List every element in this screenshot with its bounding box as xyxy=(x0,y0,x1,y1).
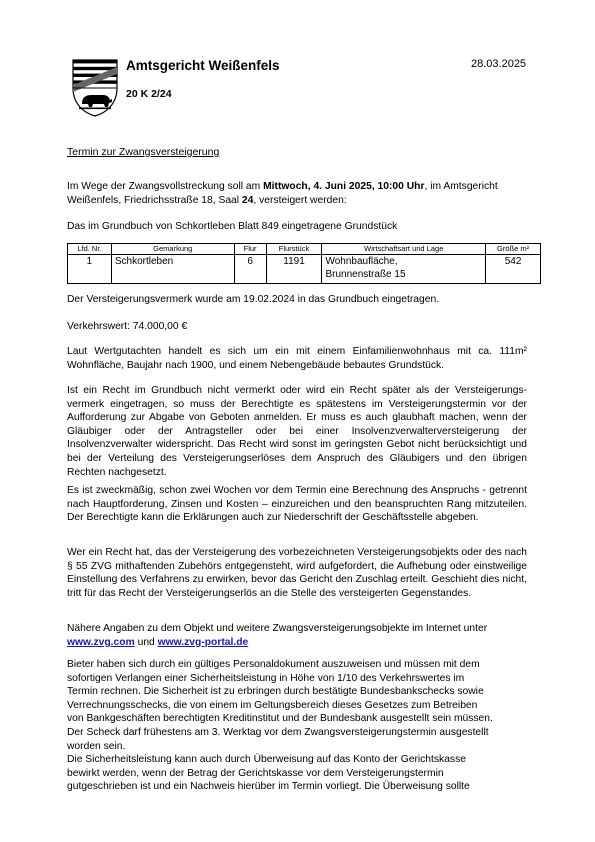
court-name: Amtsgericht Weißenfels xyxy=(126,58,280,73)
cell-flurstueck: 1191 xyxy=(266,255,322,284)
bidder-line: Der Scheck darf frühestens am 3. Werktag vor dem Zwangsversteigerungstermin ausgestellt xyxy=(67,726,489,738)
cell-lage xyxy=(322,255,486,284)
appraisal-paragraph: Laut Wertgutachten handelt es sich um ein mit einem Einfamilienwohnhaus mit ca. 111m² Wohnfläche, Baujahr nach 1900, und einem Nebengebäude bebautes Grundstück. xyxy=(67,346,527,371)
bidder-paragraph xyxy=(67,658,527,794)
cell-flur: 6 xyxy=(234,255,266,284)
intro-paragraph xyxy=(67,180,527,207)
cell-nr: 1 xyxy=(68,255,112,284)
intro-pre: Im Wege der Zwangsvollstreckung soll am xyxy=(67,181,264,192)
col-header-lage: Wirtschaftsart und Lage xyxy=(322,244,486,255)
bidder-line: sofortigen Verlangen einer Sicherheitsleistung in Höhe von 1/10 des Verkehrswertes im xyxy=(67,672,465,684)
bidder-line: gutgeschrieben ist und ein Nachweis hierüber im Termin vorliegt. Die Überweisung sollte xyxy=(67,781,470,793)
cell-groesse: 542 xyxy=(486,255,541,284)
intro-mid: , im Amtsgericht Weißenfels, Friedrichsstraße 18, Saal xyxy=(67,181,498,206)
info-text: Nähere Angaben zu dem Objekt und weitere Zwangsversteigerungsobjekte im Internet unter xyxy=(67,623,488,634)
bidder-line: Verrechnungsschecks, die von einem im Geltungsbereich dieses Gesetzes zum Betreiben xyxy=(67,699,478,711)
document-title: Termin zur Zwangsversteigerung xyxy=(67,146,220,158)
land-register-text: Das im Grundbuch von Schkortleben Blatt 849 eingetragene Grundstück xyxy=(67,221,398,232)
cell-lage-line1: Wohnbaufläche, xyxy=(325,256,398,267)
table-row xyxy=(68,255,541,284)
table-header-row xyxy=(68,244,541,255)
col-header-nr: Lfd. Nr. xyxy=(68,244,112,255)
col-header-groesse: Größe m² xyxy=(486,244,541,255)
file-number: 20 K 2/24 xyxy=(126,88,172,100)
link-zvg-com[interactable]: www.zvg.com xyxy=(67,636,135,648)
document-date: 28.03.2025 xyxy=(471,58,527,70)
saxony-anhalt-coat-of-arms-icon xyxy=(70,58,120,118)
bidder-line: von Bankgeschäften berechtigten Kreditinstitut und der Bundesbank ausgestellt sein müssen. xyxy=(67,713,493,725)
rights-paragraph-1: Ist ein Recht im Grundbuch nicht vermerkt oder wird ein Recht später als der Versteigerungs-vermerk eingetragen, so muss der Berechtigte es spätestens im Versteigerungstermin vor der Aufforderung zur Abgabe von Geboten anmelden. Er muss es auch glaubhaft machen, wenn der Gläubiger oder der Antragsteller oder bei einer Insolvenzverwalterversteigerung der Insolvenzverwalter widerspricht. Das Recht wird sonst im geringsten Gebot nicht berücksichtigt und bei der Verteilung des Versteigerungserlöses dem Anspruch des Gläubigers und den übrigen Rechten nachgesetzt. xyxy=(67,385,527,478)
bidder-line: Termin rechnen. Die Sicherheit ist zu erbringen durch bestätigte Bundesbankschecks sowie xyxy=(67,686,484,698)
col-header-gemarkung: Gemarkung xyxy=(111,244,234,255)
auction-date: Mittwoch, 4. Juni 2025, 10:00 Uhr xyxy=(263,181,425,192)
info-und: und xyxy=(137,636,155,648)
registration-note: Der Versteigerungsvermerk wurde am 19.02.2024 in das Grundbuch eingetragen. xyxy=(67,294,440,305)
market-value: Verkehrswert: 74.000,00 € xyxy=(67,321,188,332)
property-table xyxy=(67,243,541,284)
cell-lage-line2: Brunnenstraße 15 xyxy=(325,268,406,280)
cell-gemarkung: Schkortleben xyxy=(111,255,234,284)
link-zvg-portal[interactable]: www.zvg-portal.de xyxy=(157,636,249,648)
auction-room: 24 xyxy=(241,194,254,206)
bidder-line: bewirkt werden, wenn der Betrag der Gerichtskasse vor dem Versteigerungstermin xyxy=(67,767,444,779)
info-paragraph xyxy=(67,622,527,649)
bidder-line: worden sein. xyxy=(67,740,126,752)
intro-post: , versteigert werden: xyxy=(253,194,347,206)
rights-paragraph-3: Wer ein Recht hat, das der Versteigerung des vorbezeichneten Versteigerungsobjekts oder des nach § 55 ZVG mithaftenden Zubehörs entgegensteht, wird aufgefordert, die Aufhebung oder einstweilige Einstellung des Verfahrens zu erwirken, bevor das Gericht den Zuschlag erteilt. Geschieht dies nicht, tritt für das Recht der Versteigerungserlös an die Stelle des versteigerten Gegenstandes. xyxy=(67,547,527,599)
bidder-line: Die Sicherheitsleistung kann auch durch Überweisung auf das Konto der Gerichtskasse xyxy=(67,754,466,766)
bidder-line: Bieter haben sich durch ein gültiges Personaldokument auszuweisen und müssen mit dem xyxy=(67,659,480,670)
col-header-flur: Flur xyxy=(234,244,266,255)
rights-paragraph-2: Es ist zweckmäßig, schon zwei Wochen vor dem Termin eine Berechnung des Anspruchs - getrennt nach Hauptforderung, Zinsen und Kosten – einzureichen und den beanspruchten Rang mitzuteilen. Der Berechtigte kann die Erklärungen auch zur Niederschrift der Geschäftsstelle abgeben. xyxy=(67,485,527,524)
col-header-flurstueck: Flurstück xyxy=(266,244,322,255)
